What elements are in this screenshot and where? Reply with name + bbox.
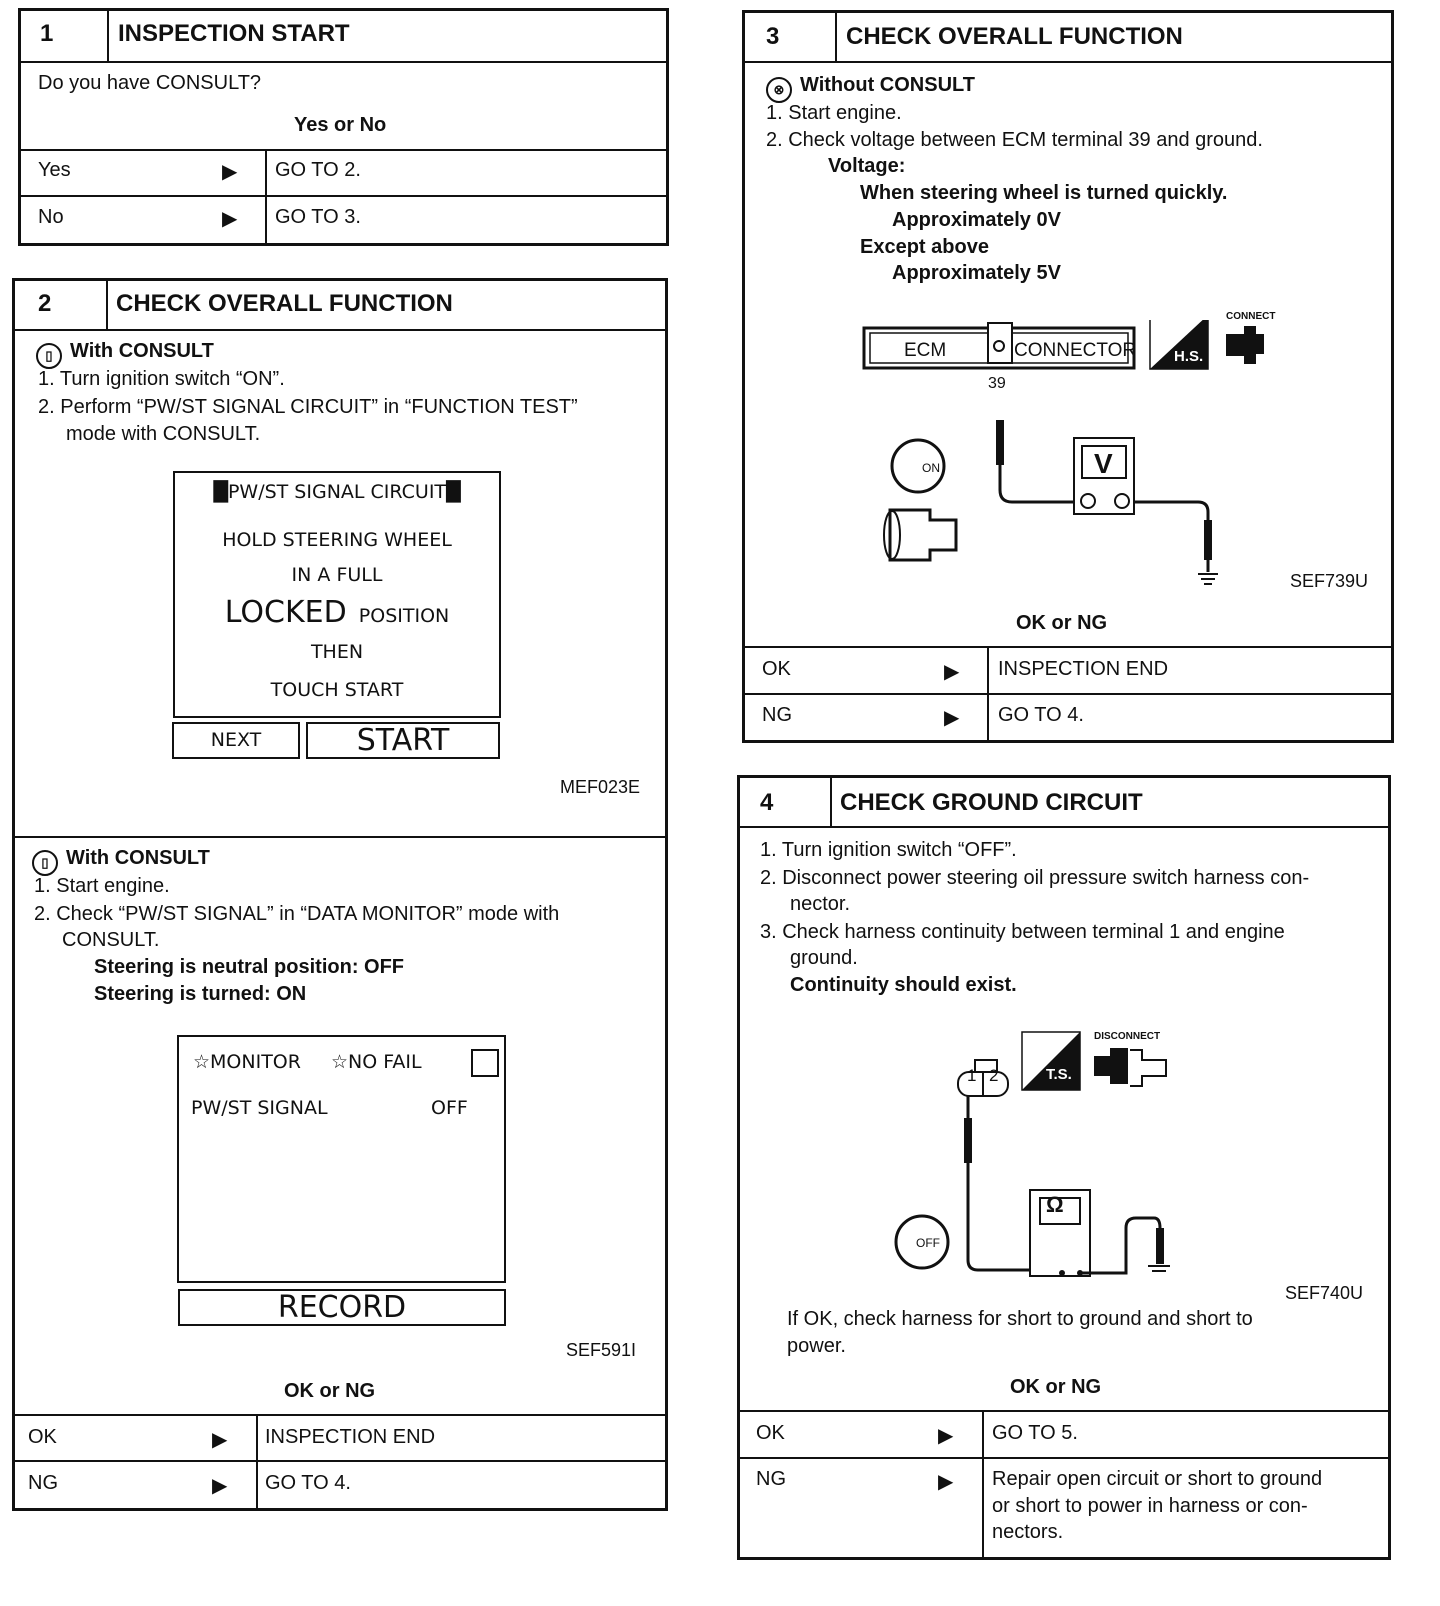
block-icon: █ xyxy=(446,481,461,503)
ignition-key-icon: ON xyxy=(922,461,940,475)
disconnect-label: DISCONNECT xyxy=(1094,1031,1161,1042)
step-number: 4 xyxy=(760,789,774,816)
spec-line: Except above xyxy=(860,236,989,258)
no-consult-heading xyxy=(766,74,975,103)
spec-line: Voltage: xyxy=(828,155,906,177)
spec-line: Continuity should exist. xyxy=(790,974,1017,996)
record-button[interactable]: RECORD xyxy=(178,1289,506,1326)
note-line: power. xyxy=(787,1335,846,1357)
hs-label: H.S. xyxy=(1174,348,1204,365)
connect-label: CONNECT xyxy=(1226,311,1276,322)
result-target: nectors. xyxy=(992,1521,1064,1543)
result-target[interactable]: GO TO 4. xyxy=(265,1472,351,1494)
step-line: 3. Check harness continuity between terminal 1 and engine xyxy=(760,921,1285,943)
spec-line: Steering is turned: ON xyxy=(94,983,307,1005)
consult-icon: ▯ xyxy=(32,850,58,876)
step-title: CHECK GROUND CIRCUIT xyxy=(840,789,1143,816)
locked-text: LOCKED xyxy=(224,595,347,630)
step-line: 2. Disconnect power steering oil pressure switch harness con- xyxy=(760,867,1310,889)
consult-heading xyxy=(32,847,210,876)
goto-link[interactable]: GO TO 2. xyxy=(275,159,361,181)
arrow-icon: ▶ xyxy=(222,208,238,230)
screen-line: TOUCH START xyxy=(270,679,404,701)
result-target[interactable]: INSPECTION END xyxy=(998,658,1169,680)
result-ok[interactable]: OK xyxy=(756,1422,785,1444)
nofail-label: ☆NO FAIL xyxy=(331,1051,422,1073)
step-line: CONSULT. xyxy=(62,929,160,951)
screen-line: THEN xyxy=(310,641,364,663)
figure-id: SEF591I xyxy=(566,1340,637,1360)
position-text: POSITION xyxy=(358,605,450,627)
spec-line: When steering wheel is turned quickly. xyxy=(860,182,1228,204)
prompt: OK or NG xyxy=(1016,612,1108,634)
heading-text: With CONSULT xyxy=(66,847,210,869)
figure-id: SEF739U xyxy=(1290,571,1369,591)
goto-link[interactable]: GO TO 3. xyxy=(275,206,361,228)
answer-no[interactable]: No xyxy=(38,206,64,228)
step-title: CHECK OVERALL FUNCTION xyxy=(846,23,1183,50)
signal-value: OFF xyxy=(431,1097,468,1119)
ohmmeter-label: Ω xyxy=(1046,1192,1064,1217)
ignition-key-off-icon: OFF xyxy=(916,1236,940,1250)
arrow-icon: ▶ xyxy=(944,661,960,683)
prompt: OK or NG xyxy=(1010,1376,1102,1398)
ecm-label: ECM xyxy=(904,340,947,361)
arrow-icon: ▶ xyxy=(944,707,960,729)
screen-line: HOLD STEERING WHEEL xyxy=(222,529,452,551)
step-line: nector. xyxy=(790,893,851,915)
arrow-icon: ▶ xyxy=(938,1425,954,1447)
figure-id: MEF023E xyxy=(560,777,641,797)
step-number: 1 xyxy=(40,20,54,47)
result-target[interactable]: INSPECTION END xyxy=(265,1426,436,1448)
result-ng[interactable]: NG xyxy=(756,1468,786,1490)
question: Do you have CONSULT? xyxy=(38,72,262,94)
step-line: 1. Turn ignition switch “ON”. xyxy=(38,368,285,390)
step-line: mode with CONSULT. xyxy=(66,423,261,445)
ts-label: T.S. xyxy=(1046,1066,1072,1083)
answer-yes[interactable]: Yes xyxy=(38,159,71,181)
step-line: 2. Check “PW/ST SIGNAL” in “DATA MONITOR” mode with xyxy=(34,903,560,925)
consult-screen-data-monitor xyxy=(177,1035,506,1283)
spec-line: Approximately 5V xyxy=(892,262,1061,284)
step-line: 1. Start engine. xyxy=(766,102,902,124)
voltage-check-diagram xyxy=(860,320,1300,600)
monitor-label: ☆MONITOR xyxy=(193,1051,301,1073)
arrow-icon: ▶ xyxy=(222,161,238,183)
terminal-number: 39 xyxy=(988,375,1006,392)
step-number: 3 xyxy=(766,23,780,50)
result-ng[interactable]: NG xyxy=(762,704,792,726)
voltmeter-label: V xyxy=(1094,448,1113,479)
heading-text: Without CONSULT xyxy=(800,74,975,96)
figure-id: SEF740U xyxy=(1285,1283,1364,1303)
start-button[interactable]: START xyxy=(306,722,500,759)
result-target[interactable]: GO TO 4. xyxy=(998,704,1084,726)
arrow-icon: ▶ xyxy=(938,1471,954,1493)
step-number: 2 xyxy=(38,290,52,317)
result-target[interactable]: Repair open circuit or short to ground xyxy=(992,1468,1323,1490)
checkbox[interactable] xyxy=(471,1049,499,1077)
consult-heading xyxy=(36,340,214,369)
consult-icon: ▯ xyxy=(36,343,62,369)
heading-text: With CONSULT xyxy=(70,340,214,362)
note-line: If OK, check harness for short to ground and short to xyxy=(787,1308,1253,1330)
step-title: INSPECTION START xyxy=(118,20,350,47)
block-icon: █ xyxy=(213,481,228,503)
spec-line: Steering is neutral position: OFF xyxy=(94,956,405,978)
connector-label: CONNECTOR xyxy=(1014,340,1137,361)
spec-line: Approximately 0V xyxy=(892,209,1061,231)
step-line: 1. Start engine. xyxy=(34,875,170,897)
arrow-icon: ▶ xyxy=(212,1475,228,1497)
result-ok[interactable]: OK xyxy=(28,1426,57,1448)
screen-line: IN A FULL xyxy=(291,564,383,586)
step-line: 2. Check voltage between ECM terminal 39 and ground. xyxy=(766,129,1263,151)
step-line: 2. Perform “PW/ST SIGNAL CIRCUIT” in “FUNCTION TEST” xyxy=(38,396,578,418)
screen-line xyxy=(175,595,499,630)
step-line: 1. Turn ignition switch “OFF”. xyxy=(760,839,1017,861)
step-line: ground. xyxy=(790,947,858,969)
step-title: CHECK OVERALL FUNCTION xyxy=(116,290,453,317)
signal-name: PW/ST SIGNAL xyxy=(191,1097,328,1119)
no-consult-icon: ⊗ xyxy=(766,77,792,103)
pin-2-label: 2 xyxy=(989,1066,999,1085)
pin-1-label: 1 xyxy=(967,1066,977,1085)
result-ok[interactable]: OK xyxy=(762,658,791,680)
result-target[interactable]: GO TO 5. xyxy=(992,1422,1078,1444)
consult-screen-function-test xyxy=(173,471,501,718)
arrow-icon: ▶ xyxy=(212,1429,228,1451)
prompt: Yes or No xyxy=(294,114,387,136)
result-target: or short to power in harness or con- xyxy=(992,1495,1308,1517)
next-button[interactable]: NEXT xyxy=(172,722,300,759)
result-ng[interactable]: NG xyxy=(28,1472,58,1494)
screen-title: PW/ST SIGNAL CIRCUIT xyxy=(227,481,447,503)
prompt: OK or NG xyxy=(284,1380,376,1402)
